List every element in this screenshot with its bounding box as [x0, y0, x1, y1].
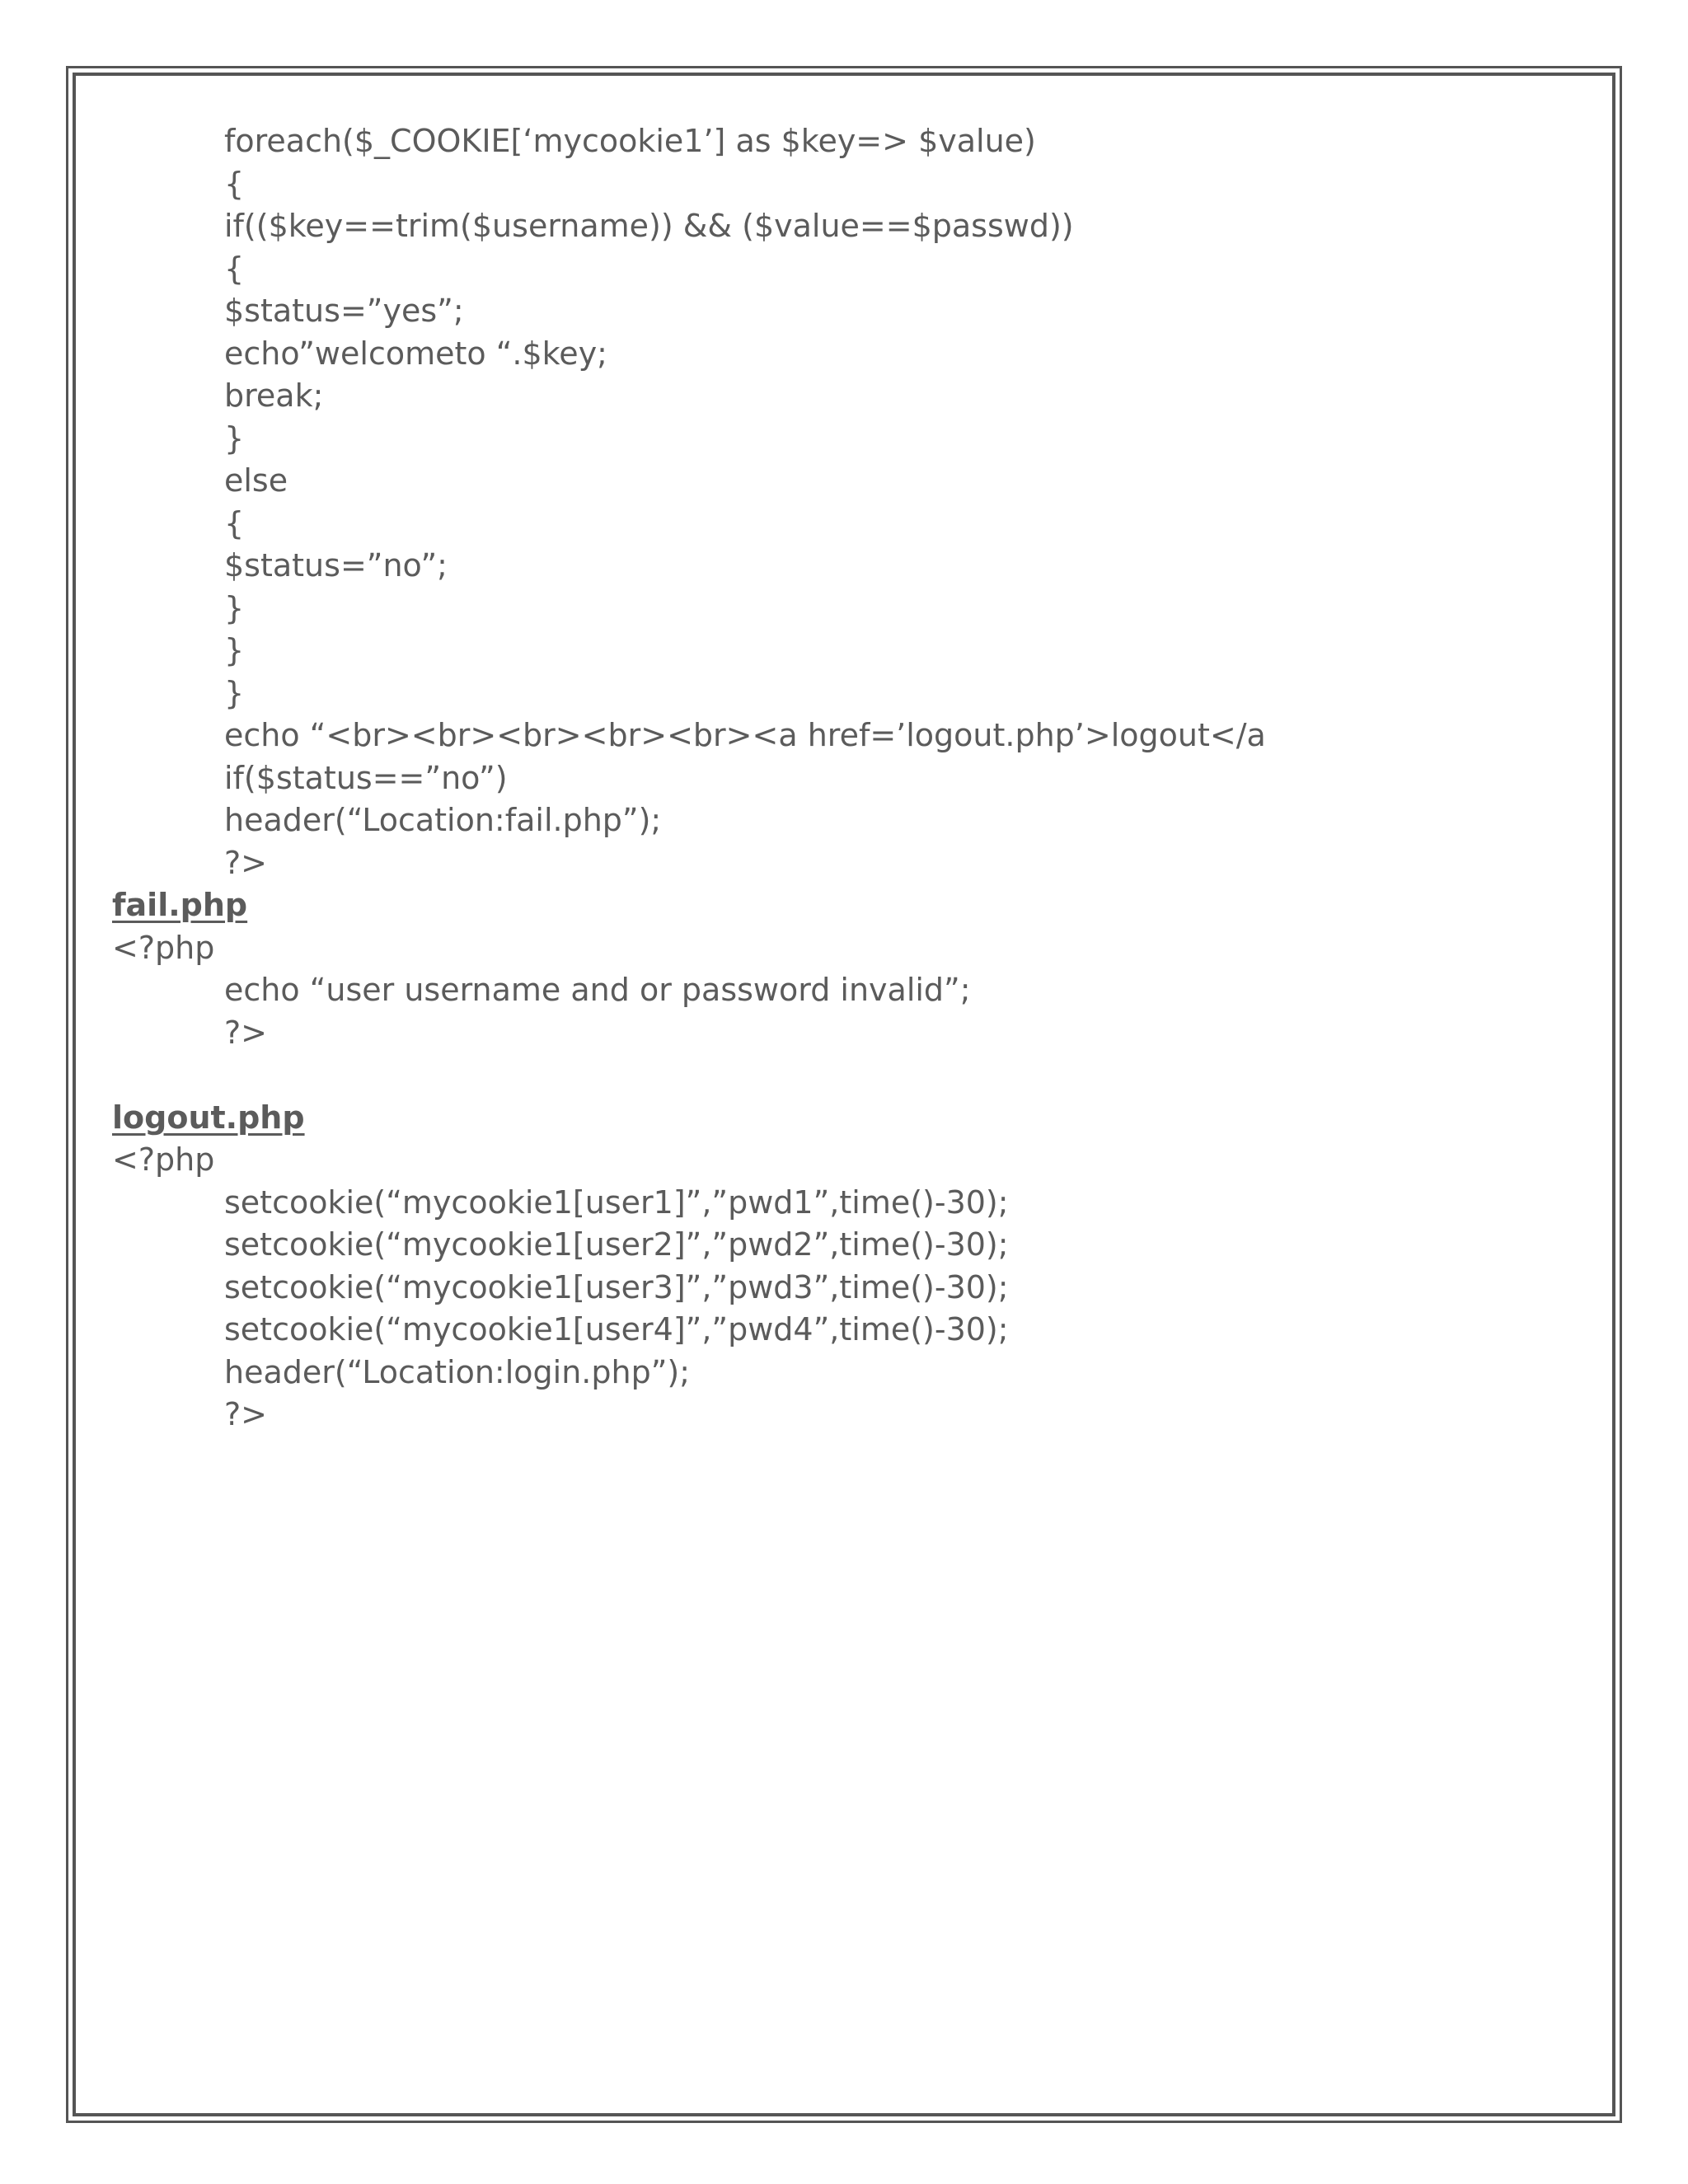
logout-php-heading: logout.php [112, 1099, 305, 1136]
document-body [112, 120, 1563, 1436]
code-line: foreach($_COOKIE[‘mycookie1’] as $key=> $value) [224, 123, 1036, 159]
code-line: setcookie(“mycookie1[user1]”,”pwd1”,time()-30); [224, 1183, 1009, 1221]
code-line: echo “user username and or password invalid”; [224, 972, 971, 1008]
spacer [112, 1054, 1563, 1097]
code-line: echo “<br><br><br><br><br><a href=’logout.php’>logout</a [224, 717, 1266, 753]
code-line: } [224, 419, 245, 457]
code-line: ?> [224, 1396, 268, 1432]
code-line: } [224, 589, 245, 626]
code-line: { [224, 165, 245, 202]
php-open-tag: <?php [112, 1141, 215, 1178]
code-block-main [112, 120, 1563, 884]
section-fail [112, 884, 1563, 1054]
code-line: echo”welcometo “.$key; [224, 335, 607, 372]
code-line: break; [224, 377, 324, 414]
code-line: header(“Location:login.php”); [224, 1353, 691, 1390]
code-line: $status=”yes”; [224, 293, 464, 329]
code-line: ?> [224, 844, 268, 881]
code-line: } [224, 674, 245, 711]
code-line: } [224, 632, 245, 668]
code-line: setcookie(“mycookie1[user3]”,”pwd3”,time()-30); [224, 1268, 1009, 1305]
code-line: $status=”no”; [224, 547, 448, 583]
code-line: else [224, 462, 288, 499]
code-line: if(($key==trim($username)) && ($value==$passwd)) [224, 208, 1074, 244]
code-line: setcookie(“mycookie1[user4]”,”pwd4”,time()-30); [224, 1311, 1009, 1347]
code-line: if($status==”no”) [224, 759, 508, 796]
code-line: { [224, 504, 245, 541]
code-line: setcookie(“mycookie1[user2]”,”pwd2”,time()-30); [224, 1226, 1009, 1263]
code-line: { [224, 250, 245, 287]
php-open-tag: <?php [112, 929, 215, 966]
section-logout [112, 1097, 1563, 1436]
code-line: header(“Location:fail.php”); [224, 802, 662, 838]
fail-php-heading: fail.php [112, 887, 248, 923]
code-line: ?> [224, 1014, 268, 1051]
